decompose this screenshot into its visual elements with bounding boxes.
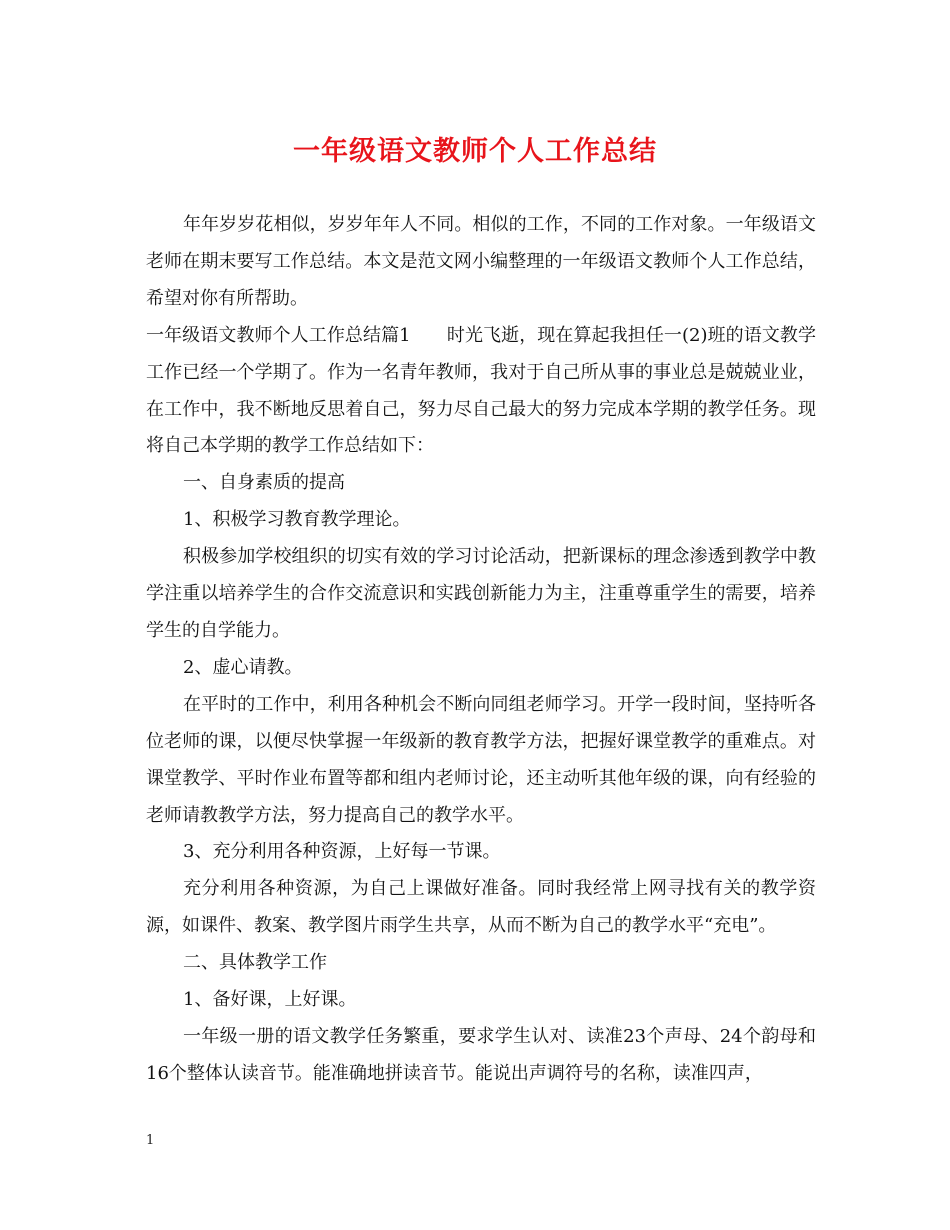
paragraph-intro: 年年岁岁花相似，岁岁年年人不同。相似的工作，不同的工作对象。一年级语文老师在期末要写工作总结。本文是范文网小编整理的一年级语文教师个人工作总结，希望对你有所帮助。 bbox=[146, 214, 816, 309]
page-number: 1 bbox=[146, 1133, 155, 1148]
paragraph-study-theory: 积极参加学校组织的切实有效的学习讨论活动，把新课标的理念渗透到教学中教学注重以培养学生的合作交流意识和实践创新能力为主，注重尊重学生的需要，培养学生的自学能力。 bbox=[146, 546, 816, 641]
paragraph-ask-advice: 在平时的工作中，利用各种机会不断向同组老师学习。开学一段时间，坚持听各位老师的课，以便尽快掌握一年级新的教育教学方法，把握好课堂教学的重难点。对课堂教学、平时作业布置等都和组内老师讨论，还主动听其他年级的课，向有经验的老师请教教学方法，努力提高自己的教学水平。 bbox=[146, 693, 816, 826]
subheading-study-theory: 1、积极学习教育教学理论。 bbox=[183, 509, 411, 531]
paragraph-use-resources: 充分利用各种资源，为自己上课做好准备。同时我经常上网寻找有关的教学资源，如课件、教案、教学图片雨学生共享，从而不断为自己的教学水平“充电”。 bbox=[146, 878, 816, 937]
subheading-use-resources: 3、充分利用各种资源，上好每一节课。 bbox=[183, 841, 501, 863]
heading-teaching-work: 二、具体教学工作 bbox=[183, 952, 327, 974]
subheading-ask-advice: 2、虚心请教。 bbox=[183, 656, 303, 678]
document-body bbox=[146, 207, 816, 1093]
document-title: 一年级语文教师个人工作总结 bbox=[293, 136, 657, 167]
paragraph-section-opening: 一年级语文教师个人工作总结篇1 时光飞逝，现在算起我担任一(2)班的语文教学工作已经一个学期了。作为一名青年教师，我对于自己所从事的事业总是兢兢业业，在工作中，我不断地反思着自己，努力尽自己最大的努力完成本学期的教学任务。现将自己本学期的教学工作总结如下： bbox=[146, 324, 816, 457]
subheading-prepare-lessons: 1、备好课，上好课。 bbox=[183, 989, 357, 1011]
heading-self-quality: 一、自身素质的提高 bbox=[183, 472, 345, 494]
paragraph-prepare-lessons: 一年级一册的语文教学任务繁重，要求学生认对、读准23个声母、24个韵母和16个整体认读音节。能准确地拼读音节。能说出声调符号的名称，读准四声， bbox=[146, 1025, 816, 1084]
